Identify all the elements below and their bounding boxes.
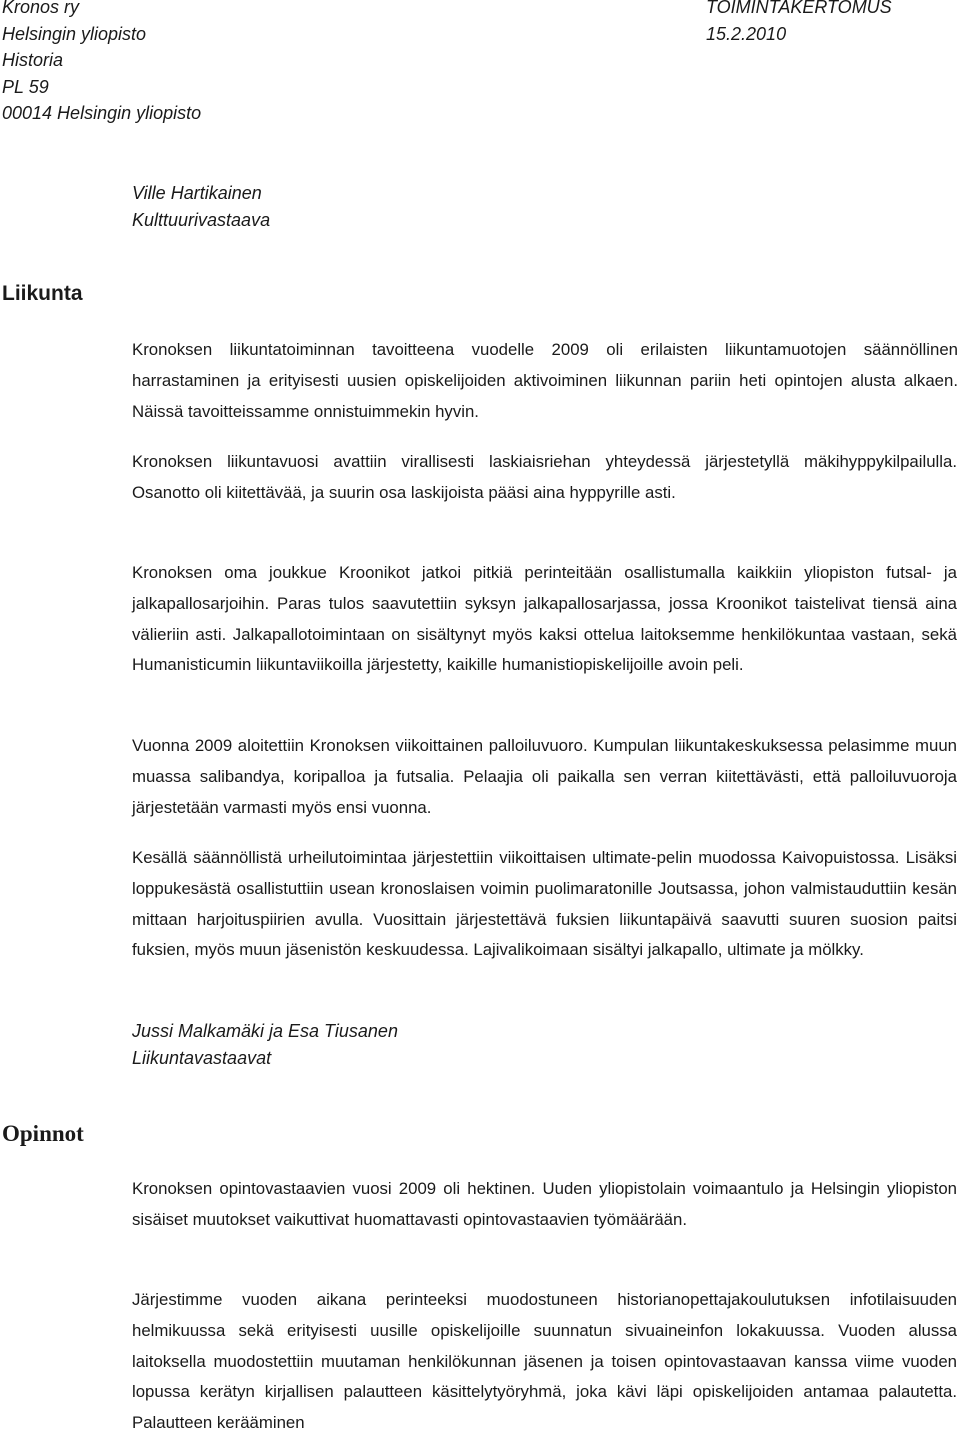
signer-role: Kulttuurivastaava <box>132 209 271 230</box>
department-name: Historia <box>2 50 64 70</box>
paragraph: Järjestimme vuoden aikana perinteeksi muodostuneen historianopettajakoulutuksen infotilaisuuden helmikuussa sekä erityisesti uusille opiskelijoille suunnatun sivuaineinfon lokakuussa. Vuoden alussa laitoksella muodostettiin muutaman henkilökunnan jäsenen ja toisen opintovastaavan kanssa viime vuoden lopussa kerätyn kirjallisen palautteen käsittelytyöryhmä, joka kävi läpi opiskelijoiden antamaa palautetta. Palautteen kerääminen <box>132 1290 957 1433</box>
paragraph: Kronoksen oma joukkue Kroonikot jatkoi pitkiä perinteitään osallistumalla kaikkiin yliopiston futsal- ja jalkapallosarjoihin. Paras tulos saavutettiin syksyn jalkapallosarjassa, jossa Kroonikot taistelivat tiensä aina välieriin asti. Jalkapallotoimintaan on sisältynyt myös kaksi ottelua laitoksemme henkilökuntaa vastaan, sekä Humanisticumin liikuntaviikoilla järjestetty, kaikille humanistiopiskelijoille avoin peli. <box>132 563 957 675</box>
letterhead-doc-info <box>706 0 892 47</box>
postal-address: 00014 Helsingin yliopisto <box>2 103 202 123</box>
paragraph: Kronoksen opintovastaavien vuosi 2009 oli hektinen. Uuden yliopistolain voimaantulo ja Helsingin yliopiston sisäiset muutokset vaikuttivat huomattavasti opintovastaavien työmäärään. <box>132 1179 957 1229</box>
paragraph: Kronoksen liikuntavuosi avattiin virallisesti laskiaisriehan yhteydessä järjestetyllä mäkihyppykilpailulla. Osanotto oli kiitettävää, ja suurin osa laskijoista pääsi aina hyppyrille asti. <box>132 452 957 502</box>
university-name: Helsingin yliopisto <box>2 23 147 44</box>
signature-culture <box>132 180 270 233</box>
paragraph: Kesällä säännöllistä urheilutoimintaa järjestettiin viikoittaisen ultimate-pelin muodossa Kaivopuistossa. Lisäksi loppukesästä osallistuttiin usean kronoslaisen voimin puolimaratonille Joutsassa, johon valmistauduttiin kesän mittaan harjoituspiirien avulla. Vuosittain järjestettävä fuksien liikuntapäivä saavutti suuren suosion paitsi fuksien, myös muun jäsenistön keskuudessa. Lajivalikoimaan sisältyi jalkapallo, ultimate ja mölkky. <box>132 848 957 960</box>
signer-name: Jussi Malkamäki ja Esa Tiusanen <box>132 1021 398 1041</box>
doc-type: TOIMINTAKERTOMUS <box>706 0 892 17</box>
doc-date: 15.2.2010 <box>706 23 787 44</box>
paragraph: Vuonna 2009 aloitettiin Kronoksen viikoittainen palloiluvuoro. Kumpulan liikuntakeskuksessa pelasimme muun muassa salibandya, koripalloa ja futsalia. Pelaajia oli paikalla sen verran kiitettävästi, että palloiluvuoroja järjestetään varmasti myös ensi vuonna. <box>132 736 957 817</box>
signature-sports <box>132 1018 398 1071</box>
letterhead-address <box>2 0 201 127</box>
signer-role: Liikuntavastaavat <box>132 1047 272 1068</box>
org-name: Kronos ry <box>2 0 80 17</box>
section-title-opinnot: Opinnot <box>2 1121 84 1146</box>
section-title-liikunta: Liikunta <box>2 282 83 305</box>
signer-name: Ville Hartikainen <box>132 183 262 203</box>
po-box: PL 59 <box>2 76 49 97</box>
paragraph: Kronoksen liikuntatoiminnan tavoitteena vuodelle 2009 oli erilaisten liikuntamuotojen säännöllinen harrastaminen ja erityisesti uusien opiskelijoiden aktivoiminen liikunnan pariin heti opintojen alusta alkaen. Näissä tavoitteissamme onnistuimmekin hyvin. <box>132 340 958 421</box>
